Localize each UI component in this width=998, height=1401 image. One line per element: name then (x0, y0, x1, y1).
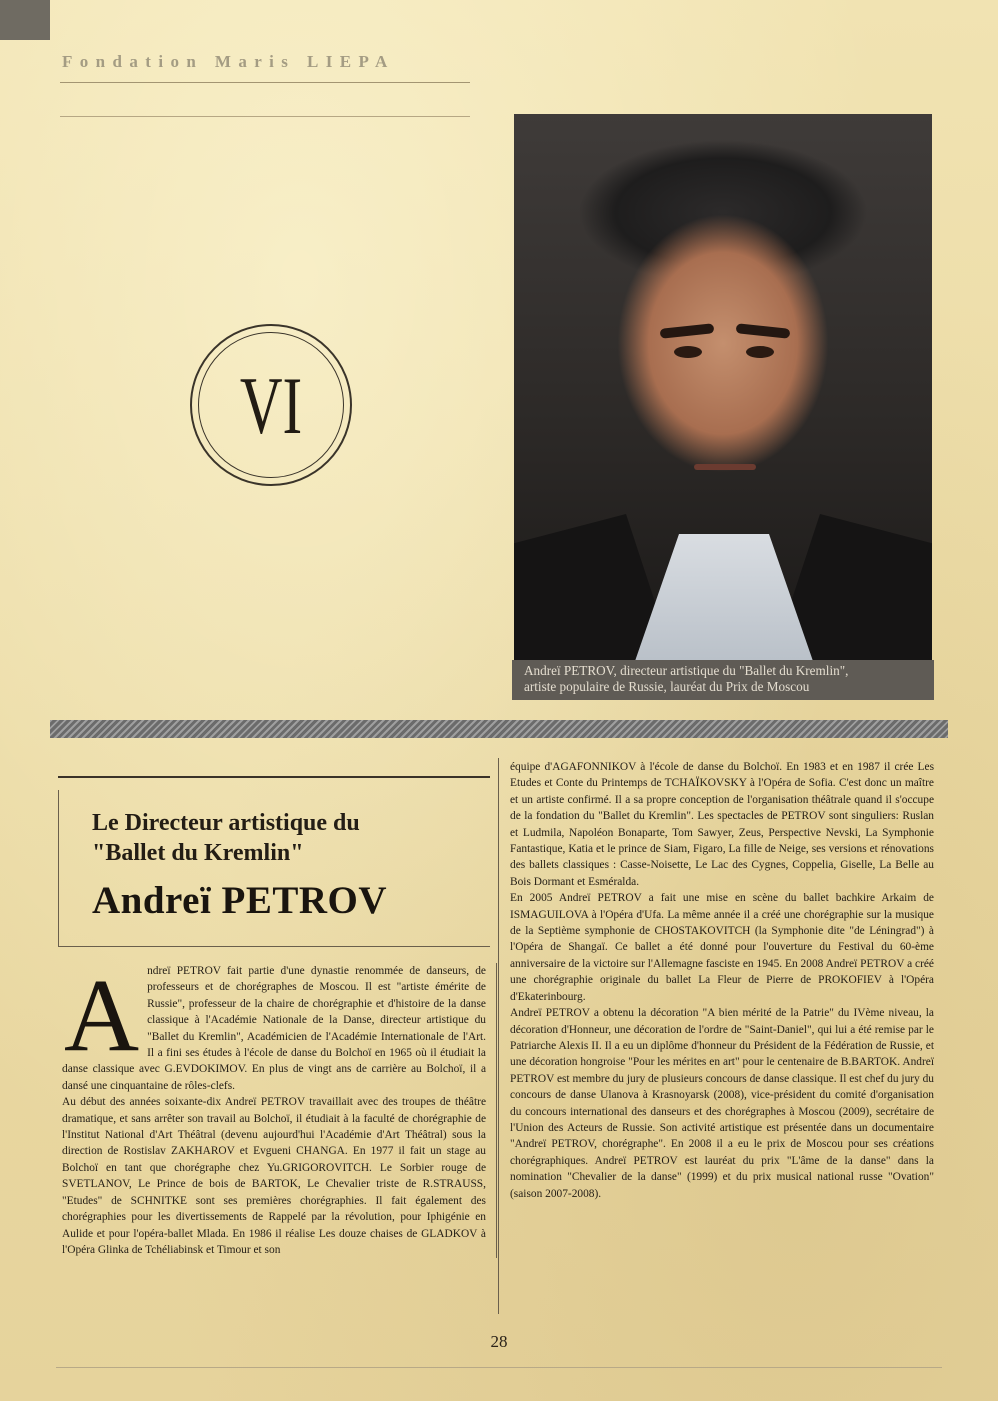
paragraph (62, 958, 486, 1094)
chapter-emblem (190, 324, 352, 486)
article-column-right (510, 759, 934, 1202)
decorative-band (50, 720, 948, 738)
article-subtitle (92, 808, 482, 868)
portrait-shirt (634, 534, 814, 660)
subtitle-line-2: "Ballet du Kremlin" (92, 840, 304, 866)
subtitle-line-1: Le Directeur artistique du (92, 810, 360, 836)
portrait-mouth (694, 464, 756, 470)
page-number: 28 (490, 1332, 508, 1351)
paragraph-text: ndreï PETROV fait partie d'une dynastie renommée de danseurs, de professeurs et de chorégraphes de Moscou. Il est "artiste émérite de Russie", professeur de la chaire de chorégraphie et d'histoire de la danse classique à l'Académie Nationale de la Danse, directeur artistique du "Ballet du Kremlin", Académicien de l'Académie Internationale de l'Art. Il a fini ses études à l'école de danse du Bolchoï en 1965 où il étudiait la danse classique avec G.EVDOKIMOV. En plus de vingt ans de carrière au Bolchoï, il a dansé une cinquantaine de rôles-clefs. (62, 965, 486, 1092)
chapter-numeral: VI (239, 360, 303, 451)
article-title: Andreï PETROV (92, 879, 388, 922)
portrait-photo (514, 114, 932, 660)
paragraph: équipe d'AGAFONNIKOV à l'école de danse du Bolchoï. En 1983 et en 1987 il crée Les Etudes et Conte du Printemps de TCHAÏKOVSKY à l'Opéra de Sofia. C'est donc un maître et un artiste confirmé. Il a sa propre conception de l'organisation théâtrale quand il s'occupe de la fondation du "Ballet du Kremlin". Les spectacles de PETROV sont singuliers: Ruslan et Ludmila, Napoléon Bonaparte, Tom Sawyer, Zeus, Perspective Nevski, La Symphonie Fantastique, Katia et le prince de Siam, Figaro, La fille de Neige, ses versions et rénovations des ballets classiques : Casse-Noisette, Le Lac des Cygnes, Coppelia, Giselle, La Belle au Bois Dormant et Esméralda. (510, 761, 934, 888)
paragraph: Andreï PETROV a obtenu la décoration "A bien mérité de la Patrie" du IVème niveau, la décoration d'Honneur, une décoration de l'ordre de "Saint-Daniel", qui lui a été remise par le Patriarche Alexis II. Il a eu un diplôme d'honneur du Président de la Fédération de Russie, et une décoration hongroise "Pour les mérites en art" pour le centenaire de B.BARTOK. Andreï PETROV est membre du jury de plusieurs concours de danse classique. Il est chef du jury du concours de danse Ulanova à Krasnoyarsk (2008), vice-président du comité d'organisation du concours international des danseurs et des chorégraphes à Moscou (2009), secrétaire de l'Union des Acteurs de Russie. Son activité artistique est présentée dans un documentaire "Andreï PETROV, chorégraphe". En 2008 il a eu le prix de Moscou pour ses créations chorégraphiques. Andreï PETROV est lauréat du prix "L'âme de la danse" dans la nomination "Chevalier de la danse" (1999) et du prix musical national russe "Ovation" (saison 2007-2008). (510, 1007, 934, 1200)
photo-caption (512, 660, 934, 700)
portrait-eye-left (674, 346, 702, 358)
drop-cap: A (64, 958, 140, 1073)
footer-rule (56, 1367, 942, 1368)
paragraph: Au début des années soixante-dix Andreï PETROV travaillait avec des troupes de théâtre dramatique, et sans arrêter son travail au Bolchoï, il étudiait à la faculté de chorégraphie de l'Institut National d'Art Théâtral (devenu aujourd'hui l'Académie d'Art Théâtral) sous la direction de Rostislav ZAKHAROV et Evgueni CHANGA. En 1977 il fait un stage au Bolchoï en tant que chorégraphe chez Yu.GRIGOROVITCH. Le Sorbier rouge de SVETLANOV, Le Prince de bois de BARTOK, Le Chevalier triste de R.STRAUSS, "Etudes" de SCHNITKE sont ses premières chorégraphies. Il fait également des chorégraphies pour les divertissements de Rappelé par la révolution, pour Iphigénie en Aulide et pour l'opéra-ballet Mlada. En 1986 il réalise Les douze chaises de GLADKOV à l'Opéra Glinka de Tchéliabinsk et Timour et son (62, 1096, 486, 1256)
article-column-left (62, 958, 497, 1258)
header-rule-lower (60, 116, 470, 117)
header-rule (60, 82, 470, 83)
portrait-eye-right (746, 346, 774, 358)
portrait-brow-left (660, 323, 715, 339)
paragraph: En 2005 Andreï PETROV a fait une mise en scène du ballet bachkire Arkaim de ISMAGUILOVA à l'Opéra d'Ufa. La même année il a créé une chorégraphie sur la musique de la Septième symphonie de CHOSTAKOVITCH (la Symphonie dite "de Léningrad") à l'Opéra de Shangaï. Ce ballet a été donné pour l'ouverture du Festival du 60-ème anniversaire de la victoire sur l'Allemagne fasciste en 1945. En 2008 Andreï PETROV a créé une chorégraphie originale du ballet La Fleur de Pierre de PROKOFIEV à l'Opéra d'Ekaterinbourg. (510, 892, 934, 1003)
portrait-brow-right (736, 323, 791, 339)
caption-line-2: artiste populaire de Russie, lauréat du Prix de Moscou (524, 679, 810, 694)
caption-line-1: Andreï PETROV, directeur artistique du "Ballet du Kremlin", (524, 663, 849, 678)
title-rule (58, 776, 490, 778)
scan-corner-mark (0, 0, 50, 40)
running-header: Fondation Maris LIEPA (62, 52, 395, 71)
column-divider (498, 758, 499, 1314)
